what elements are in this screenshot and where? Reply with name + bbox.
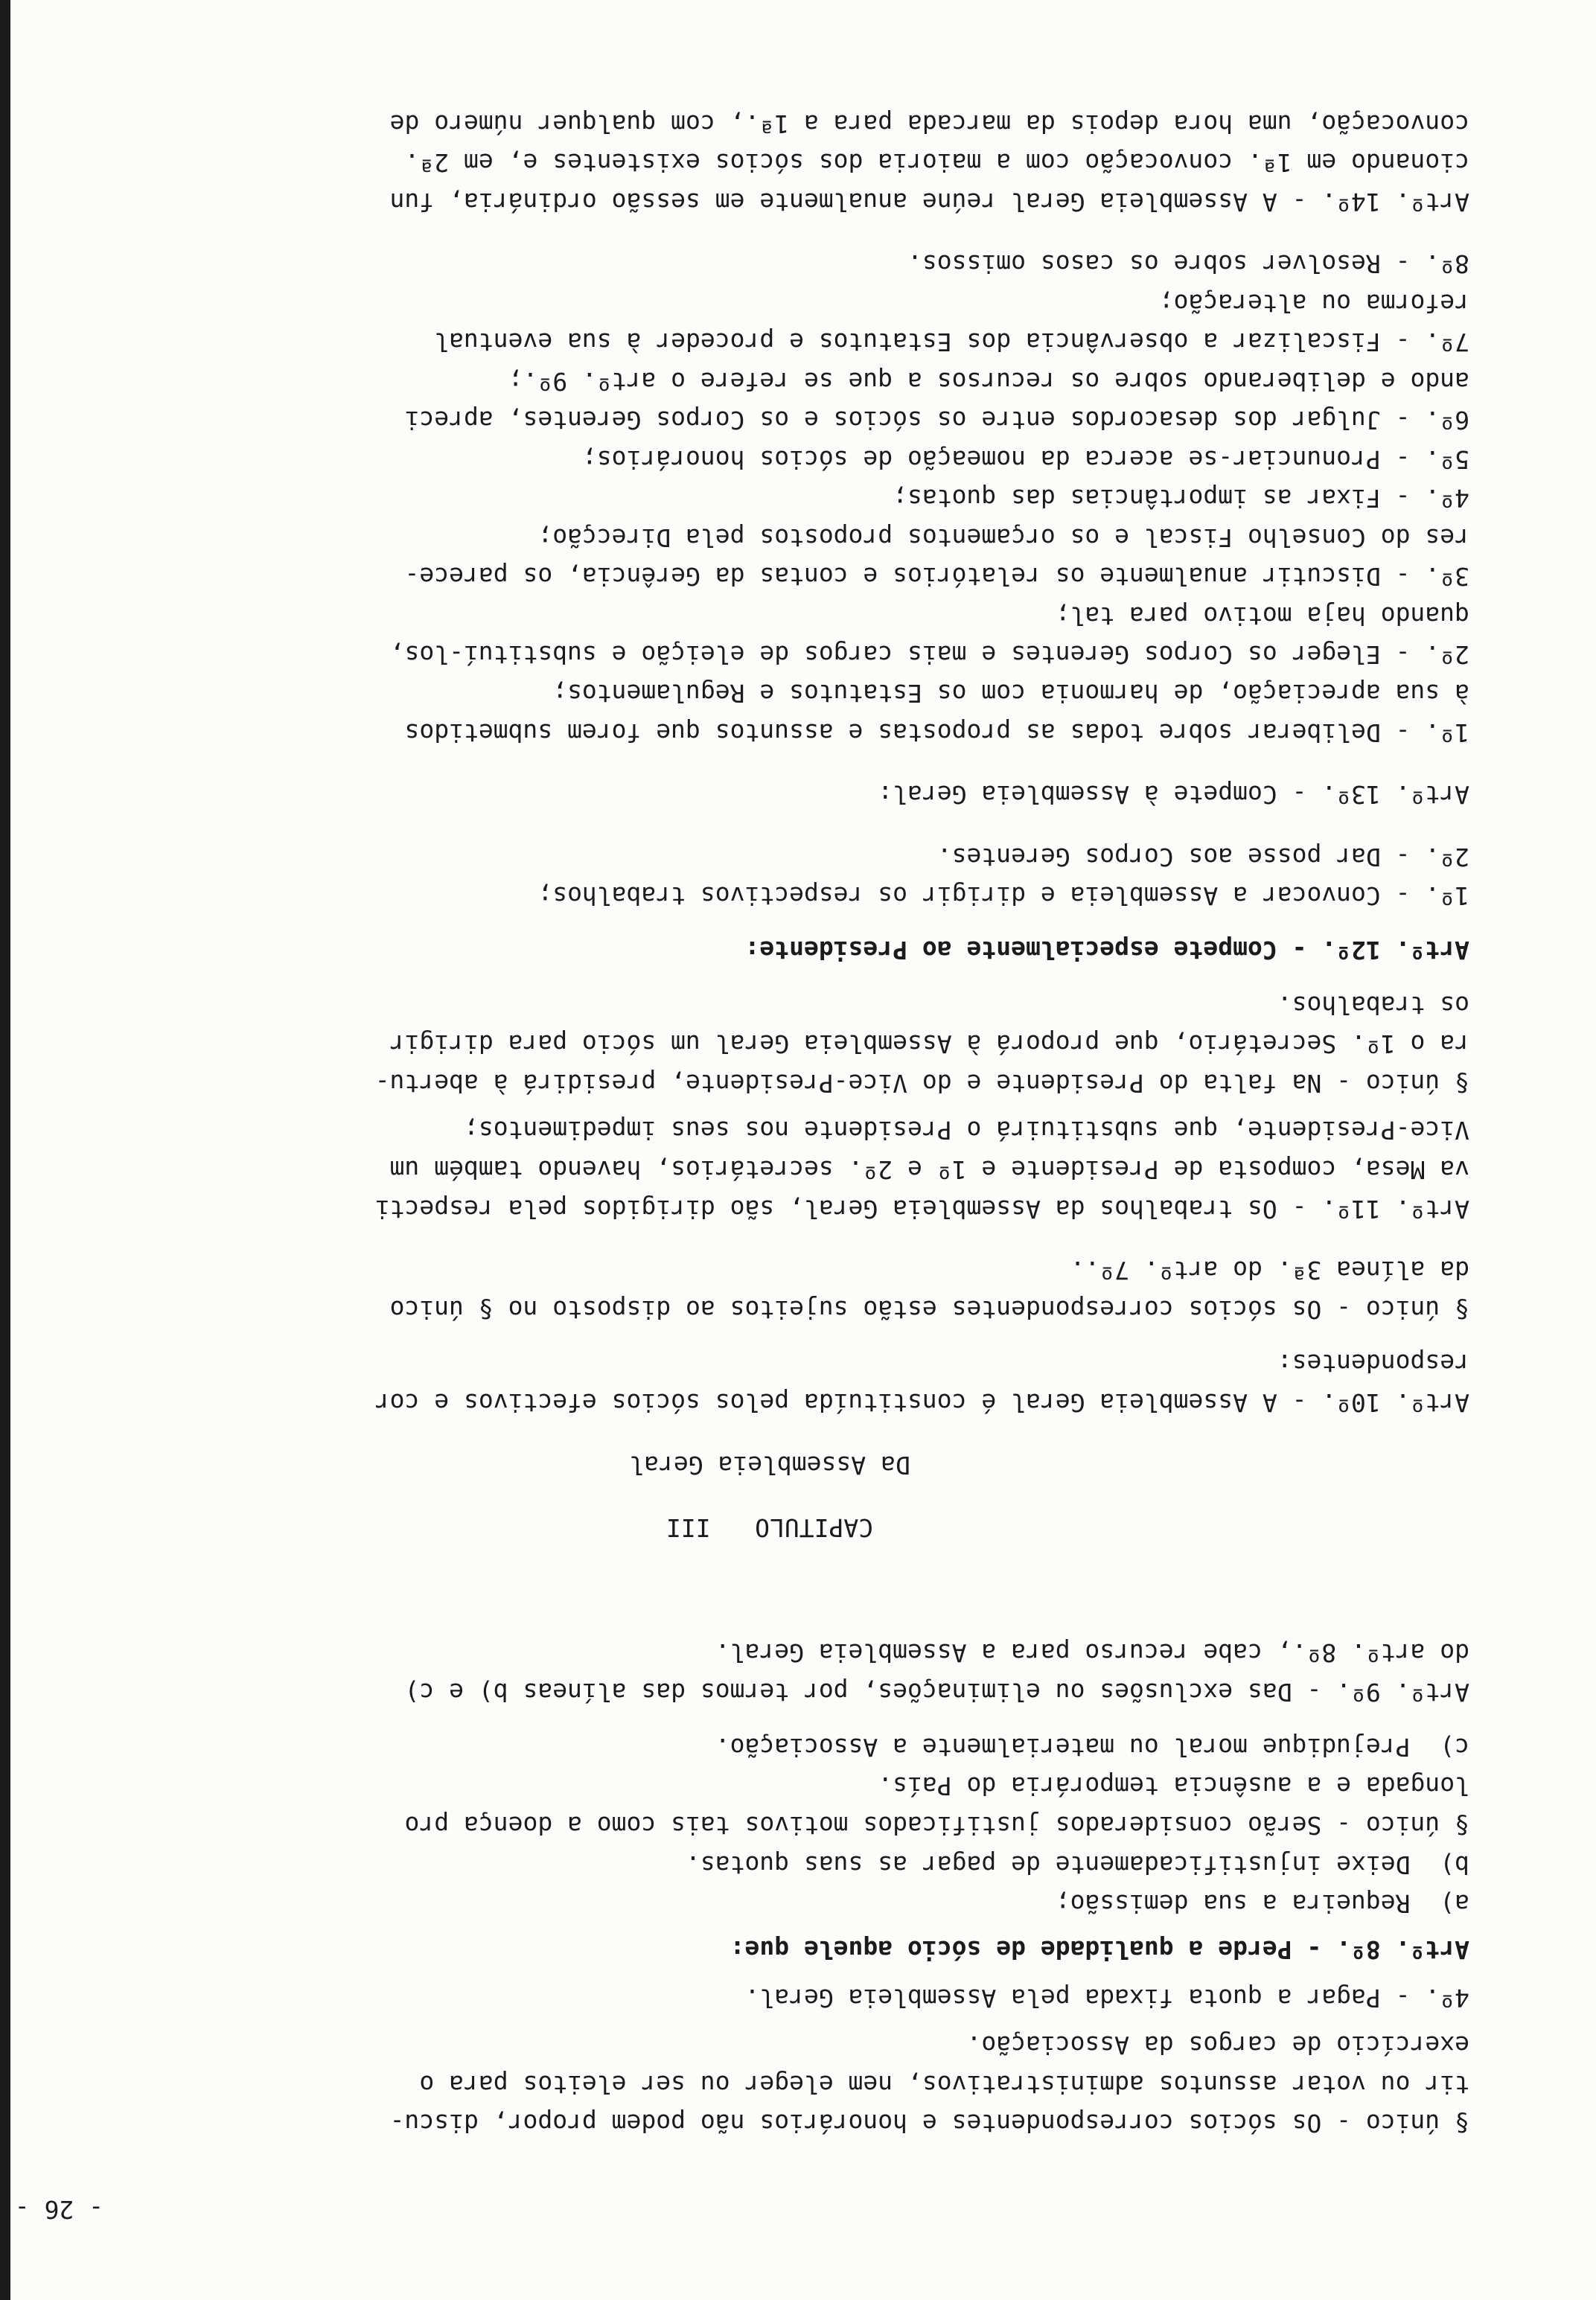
page-text	[14, 109, 1469, 2300]
text-line: Artº. 14º. - A Assembleia Geral reúne anualmente em sessão ordinária, fun	[389, 188, 1469, 217]
text-line: 1º. - Convocar a Assembleia e dirigir os respectivos trabalhos;	[537, 881, 1469, 910]
text-line: 7º. - Fiscalizar a observância dos Estatutos e proceder à sua eventual	[434, 328, 1469, 357]
scan-edge	[0, 0, 10, 2300]
text-line: res do Conselho Fiscal e os orçamentos propostos pela Direcção;	[537, 523, 1469, 552]
page-number: - 26 -	[14, 2195, 103, 2224]
text-line: cionando em 1ª. convocação com a maioria dos sócios existentes e, em 2ª.	[404, 148, 1469, 177]
chapter-subtitle: Da Assembleia Geral	[629, 1451, 910, 1480]
chapter-title: CAPITULO III	[665, 1513, 874, 1542]
text-line: Artº. 11º. - Os trabalhos da Assembleia Geral, são dirigidos pela respecti	[374, 1195, 1469, 1224]
text-line: 5º. - Pronunciar-se acerca da nomeação de sócios honorários;	[581, 445, 1469, 474]
text-line: a) Requeira a sua demissão;	[1055, 1889, 1469, 1918]
article-heading: Artº. 8º. - Perde a qualidade de sócio aquele que:	[730, 1935, 1469, 1964]
text-line: reforma ou alteração;	[1158, 289, 1469, 318]
text-line: exercício de cargos da Associação.	[966, 2031, 1469, 2060]
text-line: longada e a ausência temporária do País.	[878, 1772, 1469, 1801]
text-line: tir ou votar assuntos administrativos, nem eleger ou ser eleitos para o	[419, 2070, 1469, 2099]
text-line: 2º. - Eleger os Corpos Gerentes e mais cargos de eleição e substituí-los,	[389, 640, 1469, 669]
text-line: à sua apreciação, de harmonia com os Estatutos e Regulamentos;	[552, 679, 1469, 708]
text-line: 4º. - Fixar as importâncias das quotas;	[893, 484, 1469, 513]
text-line: convocação, uma hora depois da marcada para a 1ª., com qualquer número de	[389, 109, 1469, 138]
text-line: § único - Os sócios correspondentes estão sujeitos ao disposto no § único	[389, 1295, 1469, 1324]
text-line: § único - Os sócios correspondentes e honorários não podem propor, discu-	[389, 2109, 1469, 2138]
article-heading: Artº. 12º. - Compete especialmente ao Presidente:	[744, 936, 1469, 965]
text-line: 6º. - Julgar dos desacordos entre os sócios e os Corpos Gerentes, apreci	[404, 406, 1469, 435]
text-line: Vice-Presidente, que substituirá o Presidente nos seus impedimentos;	[463, 1116, 1469, 1145]
text-line: Artº. 10º. - A Assembleia Geral é constituída pelos sócios efectivos e cor	[374, 1388, 1469, 1417]
text-line: da alínea 3ª. do artº. 7º..	[1070, 1256, 1469, 1285]
text-line: respondentes:	[1277, 1349, 1469, 1378]
text-line: os trabalhos.	[1277, 991, 1469, 1020]
text-line: 8º. - Resolver sobre os casos omissos.	[907, 249, 1469, 278]
text-line: 3º. - Discutir anualmente os relatórios e contas da Gerência, os parece-	[404, 562, 1469, 591]
text-line: § único - Na falta do Presidente e do Vice-Presidente, presidirá à abertu-	[374, 1069, 1469, 1098]
text-line: do artº. 8º., cabe recurso para a Assembleia Geral.	[715, 1638, 1469, 1667]
text-line: 1º. - Deliberar sobre todas as propostas e assuntos que forem submetidos	[404, 718, 1469, 747]
text-line: va Mesa, composta de Presidente e 1º e 2º. secretários, havendo também um	[389, 1155, 1469, 1184]
text-line: 2º. - Dar posse aos Corpos Gerentes.	[936, 843, 1469, 872]
text-line: c) Prejudique moral ou materialmente a Associação.	[715, 1733, 1469, 1762]
text-line: quando haja motivo para tal;	[1055, 601, 1469, 630]
text-line: Artº. 13º. - Compete à Assembleia Geral:	[878, 780, 1469, 809]
text-line: 4º. - Pagar a quota fixada pela Assembleia Geral.	[744, 1984, 1469, 2013]
text-line: § único - Serão considerados justificados motivos tais como a doença pro	[404, 1811, 1469, 1840]
text-line: ra o 1º. Secretário, que proporá à Assembleia Geral um sócio para dirigir	[389, 1029, 1469, 1058]
text-line: ando e deliberando sobre os recursos a que se refere o artº. 9º.;	[508, 367, 1469, 396]
text-line: Artº. 9º. - Das exclusões ou eliminações, por termos das alíneas b) e c)	[404, 1678, 1469, 1707]
text-line: b) Deixe injustificadamente de pagar as suas quotas.	[686, 1850, 1469, 1879]
